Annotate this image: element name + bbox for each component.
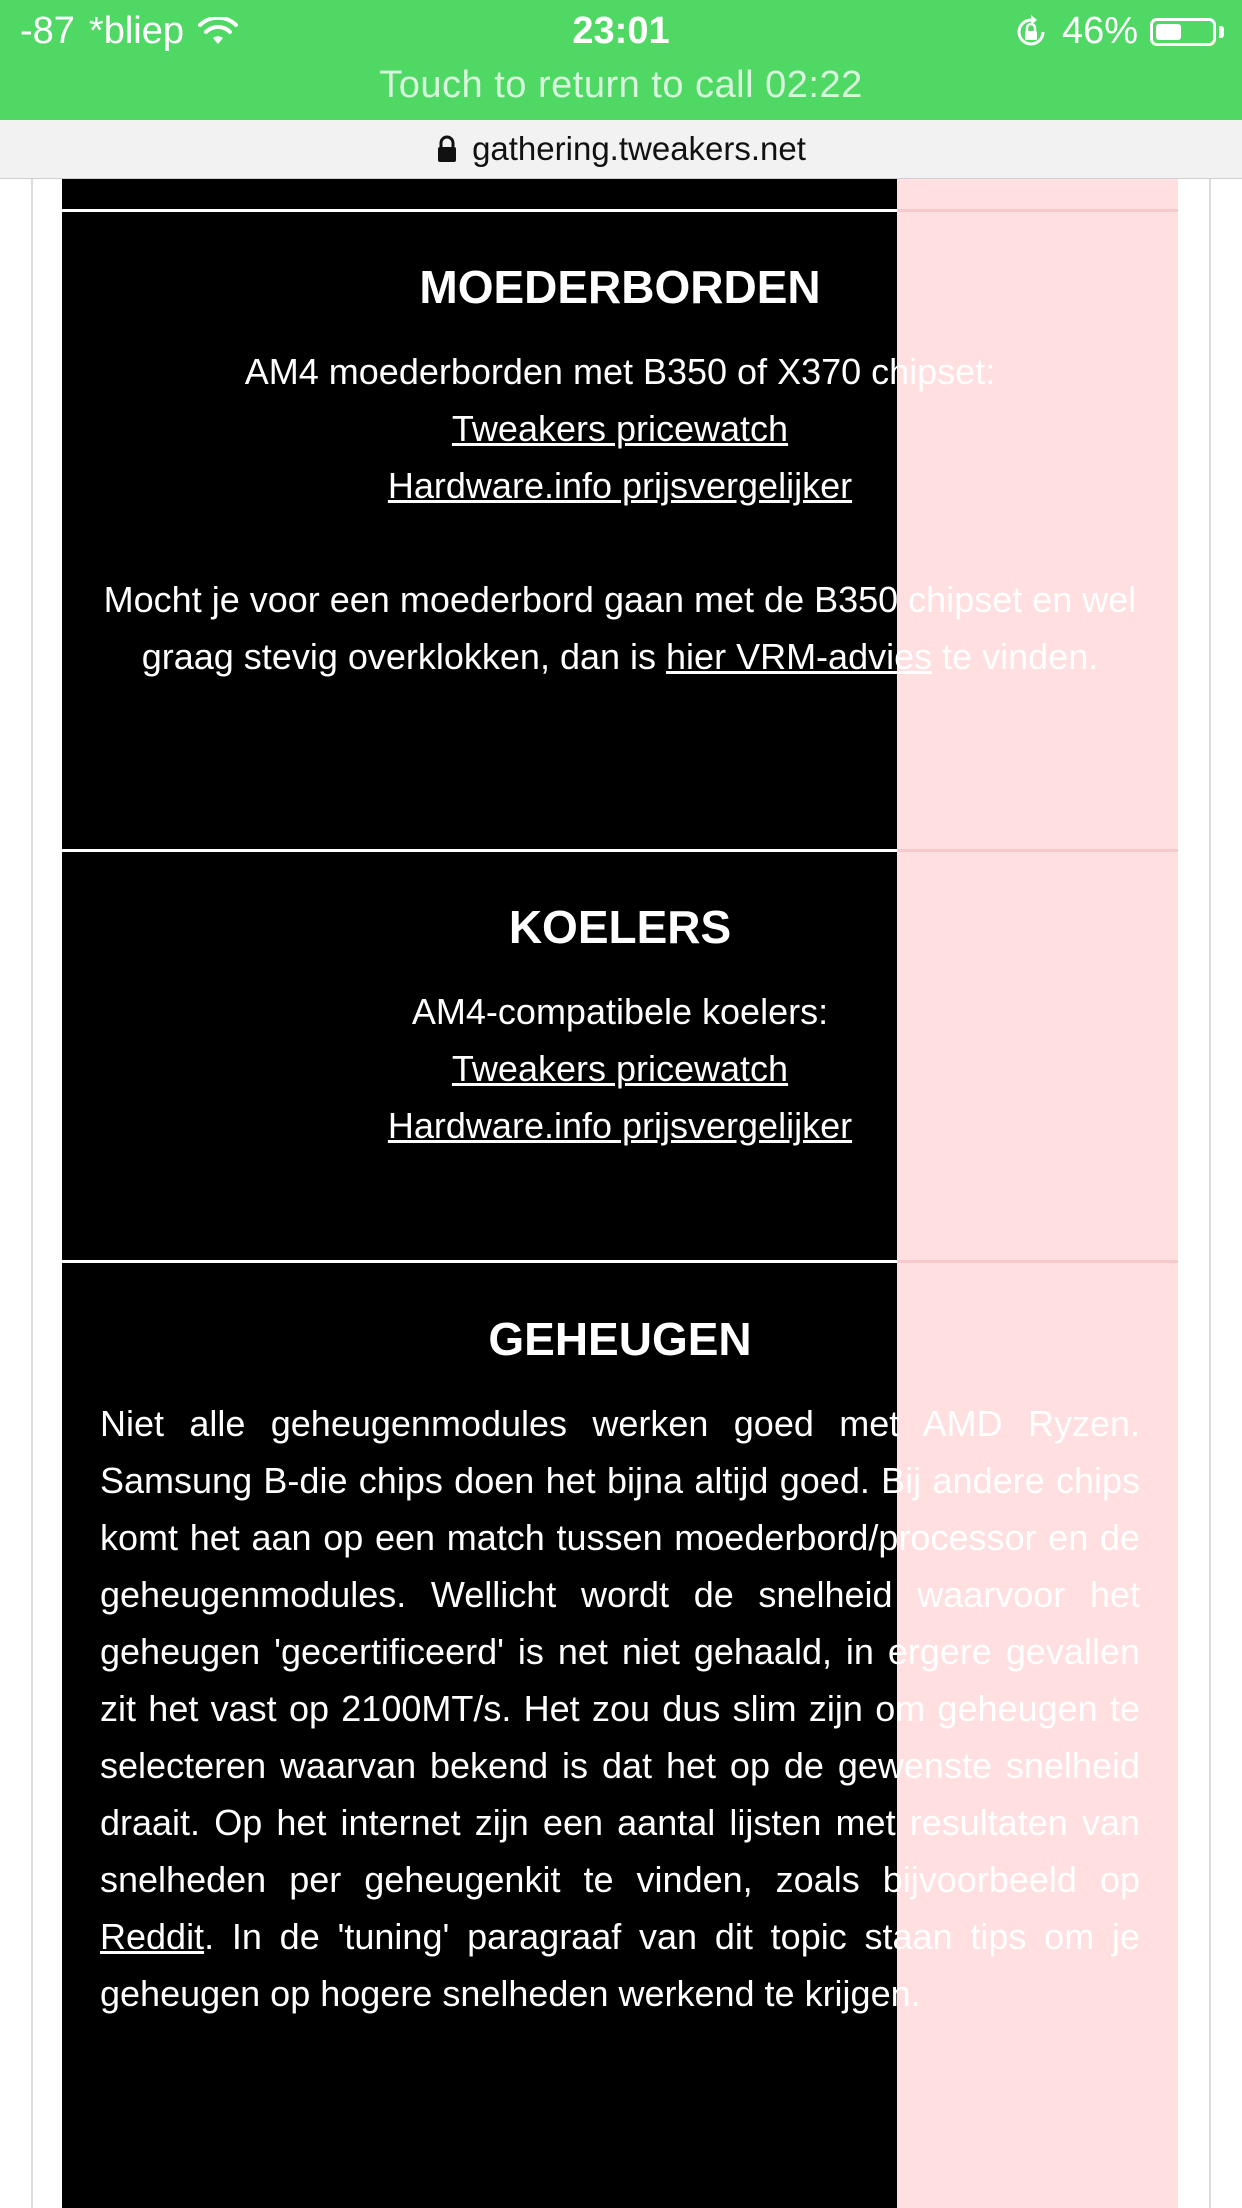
lock-icon: [436, 135, 458, 163]
tweakers-pricewatch-link[interactable]: Tweakers pricewatch: [451, 408, 789, 449]
section-divider: [62, 1260, 1178, 1263]
battery-fill: [1156, 24, 1181, 40]
section-geheugen: [62, 1309, 1178, 2022]
section-moederborden: [62, 257, 1178, 685]
paragraph-text: Mocht je voor een moederbord gaan met de B350 chipset en wel graag stevig overklokken, dan is: [103, 579, 1137, 677]
intro-text: AM4 moederborden met B350 of X370 chipset:: [244, 351, 996, 392]
section-body: [92, 983, 1148, 1154]
section-title: MOEDERBORDEN: [419, 261, 821, 313]
section-divider: [62, 209, 1178, 212]
section-body: [92, 343, 1148, 685]
web-page: [0, 179, 1242, 2208]
geheugen-paragraph: [100, 1395, 1140, 2022]
hardware-info-link[interactable]: Hardware.info prijsvergelijker: [387, 465, 853, 506]
section-koelers: [62, 897, 1178, 1154]
clock: 23:01: [572, 10, 670, 52]
reddit-link[interactable]: Reddit: [100, 1916, 205, 1957]
battery-icon: [1150, 18, 1216, 46]
section-divider: [62, 849, 1178, 852]
url-bar[interactable]: [0, 120, 1242, 179]
paragraph-text: Niet alle geheugenmodules werken goed met AMD Ryzen. Samsung B-die chips doen het bijna altijd goed. Bij andere chips komt het aan op een match tussen moederbord/processor en de geheugenmodules. Wellicht wordt de snelheid waarvoor het geheugen 'gecertificeerd' is net niet gehaald, in ergere gevallen zit het vast op 2100MT/s. Het zou dus slim zijn om geheugen te selecteren waarvan bekend is dat het op de gewenste snelheid draait. Op het internet zijn een aantal lijsten met resultaten van snelheden per geheugenkit te vinden, zoals bijvoorbeeld op: [100, 1403, 1140, 1900]
return-to-call-banner[interactable]: Touch to return to call 02:22: [379, 64, 863, 106]
url-text: gathering.tweakers.net: [472, 130, 806, 167]
battery-nub: [1219, 26, 1224, 38]
content-column: [62, 179, 1178, 2208]
page-border-right: [1209, 179, 1211, 2208]
vrm-advies-link[interactable]: hier VRM-advies: [666, 636, 933, 677]
intro-text: AM4-compatibele koelers:: [411, 991, 829, 1032]
hardware-info-link[interactable]: Hardware.info prijsvergelijker: [387, 1105, 853, 1146]
signal-strength: -87: [20, 10, 75, 52]
tweakers-pricewatch-link[interactable]: Tweakers pricewatch: [451, 1048, 789, 1089]
status-bar: [0, 0, 1242, 120]
paragraph-text: . In de 'tuning' paragraaf van dit topic staan tips om je geheugen op hogere snelheden werkend te krijgen.: [100, 1916, 1140, 2014]
section-title: KOELERS: [508, 901, 732, 953]
carrier-name: *bliep: [88, 10, 184, 52]
status-right: [1012, 10, 1224, 53]
paragraph-text: te vinden.: [932, 636, 1099, 677]
section-title: GEHEUGEN: [488, 1313, 752, 1365]
page-border-left: [31, 179, 33, 2208]
vrm-paragraph: [92, 571, 1148, 685]
rotation-lock-icon: [1012, 13, 1050, 51]
battery-percentage: 46%: [1061, 10, 1138, 52]
